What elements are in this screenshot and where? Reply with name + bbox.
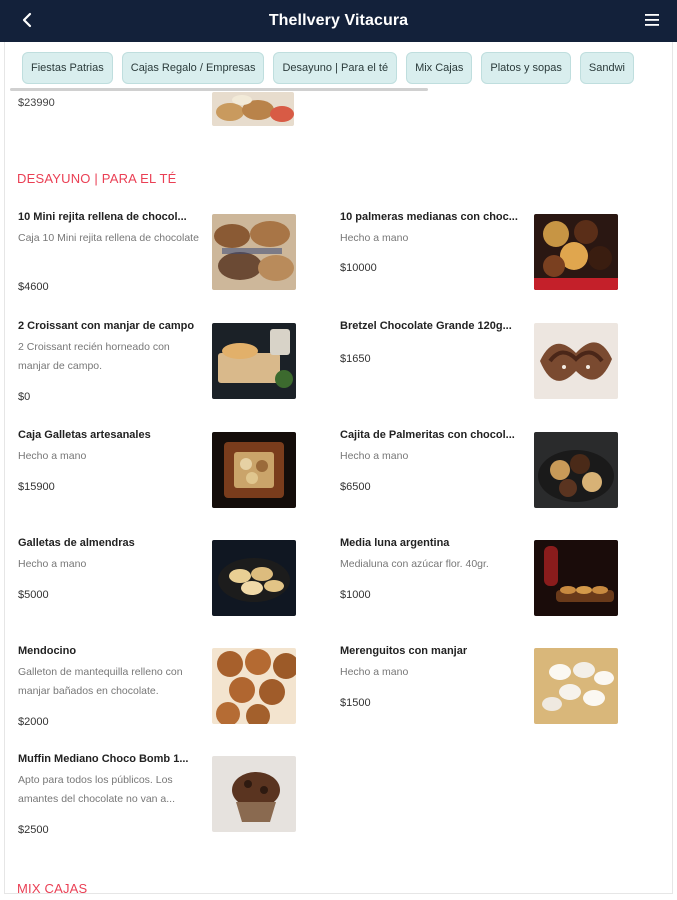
product-card[interactable] (18, 320, 318, 420)
product-price: $10000 (340, 262, 377, 274)
product-description: Hecho a mano (18, 450, 87, 462)
product-price: $5000 (18, 589, 49, 601)
tab-label: Mix Cajas (415, 62, 464, 74)
tab-label: Sandwi (588, 62, 625, 74)
tab-platos-sopas[interactable] (481, 52, 571, 84)
product-name: Caja Galletas artesanales (18, 429, 151, 441)
product-name: Galletas de almendras (18, 537, 135, 549)
tab-sandwiches[interactable] (580, 52, 634, 84)
product-card[interactable] (18, 429, 318, 529)
product-image[interactable] (212, 648, 296, 724)
product-description: Apto para todos los públicos. Los amantes del chocolate no van a... (18, 774, 176, 805)
product-description: Hecho a mano (340, 232, 409, 244)
product-description: Hecho a mano (18, 558, 87, 570)
product-price: $1650 (340, 353, 371, 365)
product-description: Galleton de mantequilla relleno con manjar bañados en chocolate. (18, 666, 183, 697)
product-description: Medialuna con azúcar flor. 40gr. (340, 558, 489, 570)
store-title: Thellvery Vitacura (268, 12, 409, 29)
product-image[interactable] (212, 432, 296, 508)
product-price: $2000 (18, 716, 49, 728)
product-image[interactable] (534, 540, 618, 616)
product-image[interactable] (212, 756, 296, 832)
product-name: 10 palmeras medianas con choc... (340, 211, 518, 223)
top-bar (0, 0, 677, 42)
product-image[interactable] (212, 540, 296, 616)
product-description: Hecho a mano (340, 666, 409, 678)
product-description: 2 Croissant recién horneado con manjar de campo. (18, 341, 170, 372)
product-name: 2 Croissant con manjar de campo (18, 320, 195, 332)
product-name: Media luna argentina (340, 537, 450, 549)
product-card[interactable] (340, 320, 640, 420)
product-card[interactable] (340, 211, 640, 311)
hamburger-menu-icon[interactable] (643, 11, 661, 29)
product-card[interactable] (340, 645, 640, 745)
tab-label: Desayuno | Para el té (282, 62, 389, 74)
product-name: Mendocino (18, 645, 77, 657)
product-image[interactable] (534, 214, 618, 290)
product-price: $15900 (18, 481, 55, 493)
product-name: Muffin Mediano Choco Bomb 1... (18, 753, 189, 765)
back-arrow-icon[interactable] (16, 9, 38, 31)
product-price: $1500 (340, 697, 371, 709)
product-image[interactable] (534, 432, 618, 508)
previous-item-image[interactable] (212, 92, 294, 126)
product-image[interactable] (212, 214, 296, 290)
tab-label: Cajas Regalo / Empresas (130, 62, 256, 74)
product-card[interactable] (340, 429, 640, 529)
product-name: Cajita de Palmeritas con chocol... (340, 429, 515, 441)
product-price: $2500 (18, 824, 49, 836)
product-image[interactable] (212, 323, 296, 399)
previous-item-price: $23990 (18, 97, 55, 109)
product-card[interactable] (340, 537, 640, 637)
product-description: Hecho a mano (340, 450, 409, 462)
tab-desayuno[interactable] (273, 52, 397, 84)
product-description: Caja 10 Mini rejita rellena de chocolate (18, 232, 199, 244)
product-card[interactable] (18, 537, 318, 637)
product-image[interactable] (534, 648, 618, 724)
tabs-scrollbar[interactable] (10, 88, 428, 91)
section-title-desayuno: DESAYUNO | PARA EL TÉ (17, 171, 177, 186)
product-name: Bretzel Chocolate Grande 120g... (340, 320, 512, 332)
product-price: $6500 (340, 481, 371, 493)
section-title-mix-cajas: MIX CAJAS (17, 881, 88, 896)
tab-cajas-regalo[interactable] (122, 52, 265, 84)
tab-label: Platos y sopas (490, 62, 562, 74)
category-tabs (8, 42, 677, 92)
product-name: 10 Mini rejita rellena de chocol... (18, 211, 187, 223)
product-card[interactable] (18, 753, 318, 853)
product-card[interactable] (18, 211, 318, 311)
product-price: $0 (18, 391, 31, 403)
product-card[interactable] (18, 645, 318, 745)
tab-fiestas-patrias[interactable] (22, 52, 113, 84)
product-price: $1000 (340, 589, 371, 601)
tab-mix-cajas[interactable] (406, 52, 472, 84)
product-image[interactable] (534, 323, 618, 399)
product-price: $4600 (18, 281, 49, 293)
tab-label: Fiestas Patrias (31, 62, 104, 74)
product-name: Merenguitos con manjar (340, 645, 468, 657)
